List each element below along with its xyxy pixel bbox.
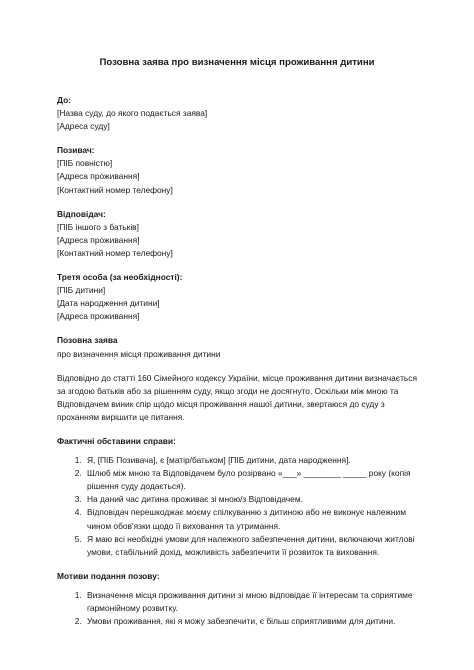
recipient-court-name: [Назва суду, до якого подається заява]	[57, 108, 208, 119]
recipient-court-address: [Адреса суду]	[57, 121, 110, 132]
claim-block	[57, 334, 422, 360]
defendant-block	[57, 208, 422, 260]
defendant-phone: [Контактний номер телефону]	[57, 247, 173, 258]
list-item: 2. Шлюб між мною та Відповідачем було розірвано «___» ________ _____ року (копія рішення суду додається).	[84, 467, 422, 493]
facts-list	[57, 454, 422, 559]
list-item: 5. Я маю всі необхідні умови для належного забезпечення дитини, включаючи житлові умови, стабільний дохід, можливість забезпечити її розвиток та виховання.	[84, 533, 422, 559]
list-item: 1. Визначення місця проживання дитини зі мною відповідає її інтересам та сприятиме гармонійному розвитку.	[84, 589, 422, 615]
claim-subtitle: про визначення місця проживання дитини	[57, 348, 221, 359]
defendant-heading: Відповідач:	[57, 208, 106, 219]
plaintiff-name: [ПІБ повністю]	[57, 158, 113, 169]
list-item: 2. Умови проживання, які я можу забезпечити, є більш сприятливими для дитини.	[84, 615, 422, 628]
motives-heading: Мотиви подання позову:	[57, 570, 160, 581]
plaintiff-heading: Позивач:	[57, 145, 95, 156]
plaintiff-block	[57, 144, 422, 196]
motives-list	[57, 589, 422, 628]
plaintiff-phone: [Контактний номер телефону]	[57, 184, 173, 195]
recipient-heading: До:	[57, 95, 71, 105]
recipient-block	[57, 94, 422, 133]
claim-heading: Позовна заява	[57, 335, 118, 346]
third-party-heading: Третя особа (за необхідності):	[57, 272, 183, 283]
list-item: 1. Я, [ПІБ Позивача], є [матір/батьком] [ПІБ дитини, дата народження].	[84, 454, 422, 467]
plaintiff-address: [Адреса проживання]	[57, 171, 140, 182]
facts-heading: Фактичні обставини справи:	[57, 435, 176, 446]
child-birthdate: [Дата народження дитини]	[57, 298, 160, 309]
third-party-block	[57, 271, 422, 323]
list-item: 3. На даний час дитина проживає зі мною/з Відповідачем.	[84, 493, 422, 506]
defendant-name: [ПІБ іншого з батьків]	[57, 221, 139, 232]
defendant-address: [Адреса проживання]	[57, 234, 140, 245]
document-body	[57, 94, 422, 639]
child-address: [Адреса проживання]	[57, 311, 140, 322]
list-item: 4. Відповідач перешкоджає моєму спілкуванню з дитиною або не виконує належним чином обов'язки щодо її виховання та утримання.	[84, 506, 422, 532]
child-name: [ПІБ дитини]	[57, 285, 106, 296]
intro-paragraph: Відповідно до статті 160 Сімейного кодексу України, місце проживання дитини визначається за згодою батьків або за рішенням суду, якщо згоди не досягнуто. Оскільки між мною та Відповідачем виник спір щодо місця проживання нашої дитини, звертаюся до суду з проханням вирішити це питання.	[57, 372, 417, 422]
document-title: Позовна заява про визначення місця проживання дитини	[99, 57, 375, 68]
